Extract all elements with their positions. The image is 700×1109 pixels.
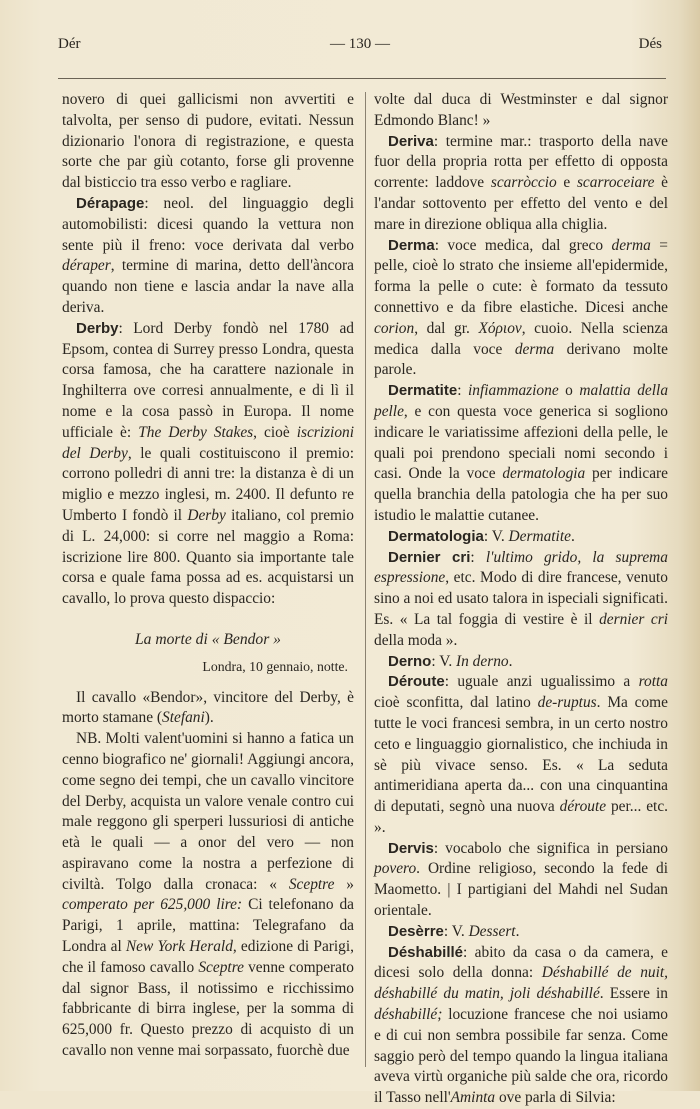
dateline: Londra, 10 gennaio, notte. bbox=[202, 658, 348, 674]
header-rule bbox=[58, 78, 666, 79]
column-divider bbox=[365, 92, 366, 1067]
headword: Derby bbox=[76, 319, 119, 337]
running-head-right: Dés bbox=[638, 36, 662, 52]
running-head-left: Dér bbox=[58, 36, 81, 52]
entry-dermatologia: Dermatologia: V. Dermatite. bbox=[388, 527, 575, 545]
entry-dermatite: Dermatite: infiammazione o malattia della pelle, e con questa voce generica si sogliono indicare le variatissime affezioni della pelle, le quali poi prendono speciali nomi secondo i casi. Onde la voce dermatologia per indicare quella branchia della patologia che ha per suo istudio le malattie cutanee. bbox=[374, 382, 669, 524]
running-head bbox=[58, 36, 662, 64]
headword: Desèrre bbox=[388, 922, 444, 940]
page-number: — 130 — bbox=[330, 36, 390, 52]
entry-deserre: Desèrre: V. Dessert. bbox=[388, 922, 520, 940]
headword: Derma bbox=[388, 236, 435, 254]
quote-title: La morte di « Bendor » bbox=[135, 630, 281, 648]
entry-dervis: Dervis: vocabolo che significa in persiano povero. Ordine religioso, secondo la fede di Maometto. | I partigiani del Mahdi nel Sudan orientale. bbox=[374, 839, 668, 920]
entry-deshabille: Déshabillé: abito da casa o da camera, e dicesi solo della donna: Déshabillé de nuit, déshabillé du matin, joli déshabillé. Essere in déshabillé; locuzione francese che noi usiamo e di cui non sembra possibile far senza. Come saggio però del tempo quando la lingua italiana aveva virtù organiche più salde che ora, ricordo il Tasso nell'Aminta ove parla di Silvia: bbox=[374, 943, 669, 1107]
entry-continuation: novero di quei gallicismi non avvertiti e talvolta, per senso di pudore, evitati. Nessun dizionario l'onora di registrazione, e questa sorte che par giù cotanto, forse gli provenne dal bisticcio tra esso verbo e ragliare. bbox=[62, 91, 354, 192]
left-column bbox=[62, 90, 354, 1062]
headword: Dermatologia bbox=[388, 527, 484, 545]
entry-derno: Derno: V. In derno. bbox=[388, 652, 513, 670]
entry-dernier-cri: Dernier cri: l'ultimo grido, la suprema espressione, etc. Modo di dire francese, venuto sino a noi ed usato talora in ispeciali significati. Es. « La tal foggia di vestire è il dernier cri della moda ». bbox=[374, 548, 669, 649]
entry-deroute: Déroute: uguale anzi ugualissimo a rotta cioè sconfitta, dal latino de-ruptus. Ma come tutte le voci francesi sembra, in un certo nostro ceto e linguaggio giornalistico, che inchiuda in sè più vivace senso. Es. « La seduta antimeridiana aperta da... con una cinquantina di deputati, segnò una nuova déroute per... etc. ». bbox=[374, 673, 669, 836]
entry-continuation: volte dal duca di Westminster e dal signor Edmondo Blanc! » bbox=[374, 91, 668, 129]
headword: Deriva bbox=[388, 132, 434, 150]
headword: Dermatite bbox=[388, 382, 458, 400]
headword: Derno bbox=[388, 652, 432, 670]
entry-derby: Derby: Lord Derby fondò nel 1780 ad Epsom, contea di Surrey presso Londra, questa corsa famosa, che ha carattere nazionale in Inghilterra ove corresi annualmente, e di lì il nome e la cosa passò in Europa. Il nome ufficiale è: The Derby Stakes, cioè iscrizioni del Derby, le quali costituiscono il premio: corrono polledri di anni tre: la distanza è di un miglio e mezzo inglesi, m. 2400. Il defunto re Umberto I fondò il Derby italiano, col premio di L. 24,000: si corre nel maggio a Roma: iscrizione lire 800. Quanto sia importante tale corsa e quale fama possa ad es. acquistarsi un cavallo, lo prova questo dispaccio: bbox=[62, 319, 354, 608]
headword: Déshabillé bbox=[388, 943, 464, 961]
quote-body: Il cavallo «Bendor», vincitore del Derby, è morto stamane (Stefani). bbox=[62, 688, 354, 727]
headword: Déroute bbox=[388, 673, 445, 691]
nota-bene: NB. Molti valent'uomini si hanno a fatica un cenno biografico ne' giornali! Aggiungi ancora, come segno dei tempi, che un cavallo vincitore del Derby, acquista un valore venale contro cui male reggono gli sperperi lussuriosi di antiche età le quali — a onor del vero — non aspiravano come la nostra a perfezione di civiltà. Tolgo dalla cronaca: « Sceptre » comperato per 625,000 lire: Ci telefonano da Parigi, 1 aprile, mattina: Telegrafano da Londra al New York Herald, edizione di Parigi, che il famoso cavallo Sceptre venne comperato dal signor Bass, il notissimo e ricchissimo fabbricante di birra inglese, per la somma di 625,000 fr. Questo prezzo di acquisto di un cavallo non venne mai sorpassato, fuorchè due bbox=[62, 730, 355, 1060]
entry-derapage: Dérapage: neol. del linguaggio degli automobilisti: dicesi quando la vettura non sente più il freno: voce derivata dal verbo déraper, termine di marina, detto dell'àncora quando non tiene e lascia andar la nave alla deriva. bbox=[62, 194, 354, 316]
headword: Dérapage bbox=[76, 194, 145, 212]
headword: Dervis bbox=[388, 839, 434, 857]
right-column bbox=[374, 90, 668, 1109]
entry-deriva: Deriva: termine mar.: trasporto della nave fuor della propria rotta per effetto di opposta corrente: laddove scarròccio e scarroceiare è l'andar sottovento per effetto del vento e del mare in direzione obliqua alla chiglia. bbox=[374, 132, 668, 233]
headword: Dernier cri bbox=[388, 548, 471, 566]
entry-derma: Derma: voce medica, dal greco derma = pelle, cioè lo strato che insieme all'epidermide, forma la pelle o cute: è formato da tessuto connettivo e da fibre elastiche. Dicesi anche corion, dal gr. Χόριον, cuoio. Nella scienza medica dalla voce derma derivano molte parole. bbox=[374, 236, 669, 379]
